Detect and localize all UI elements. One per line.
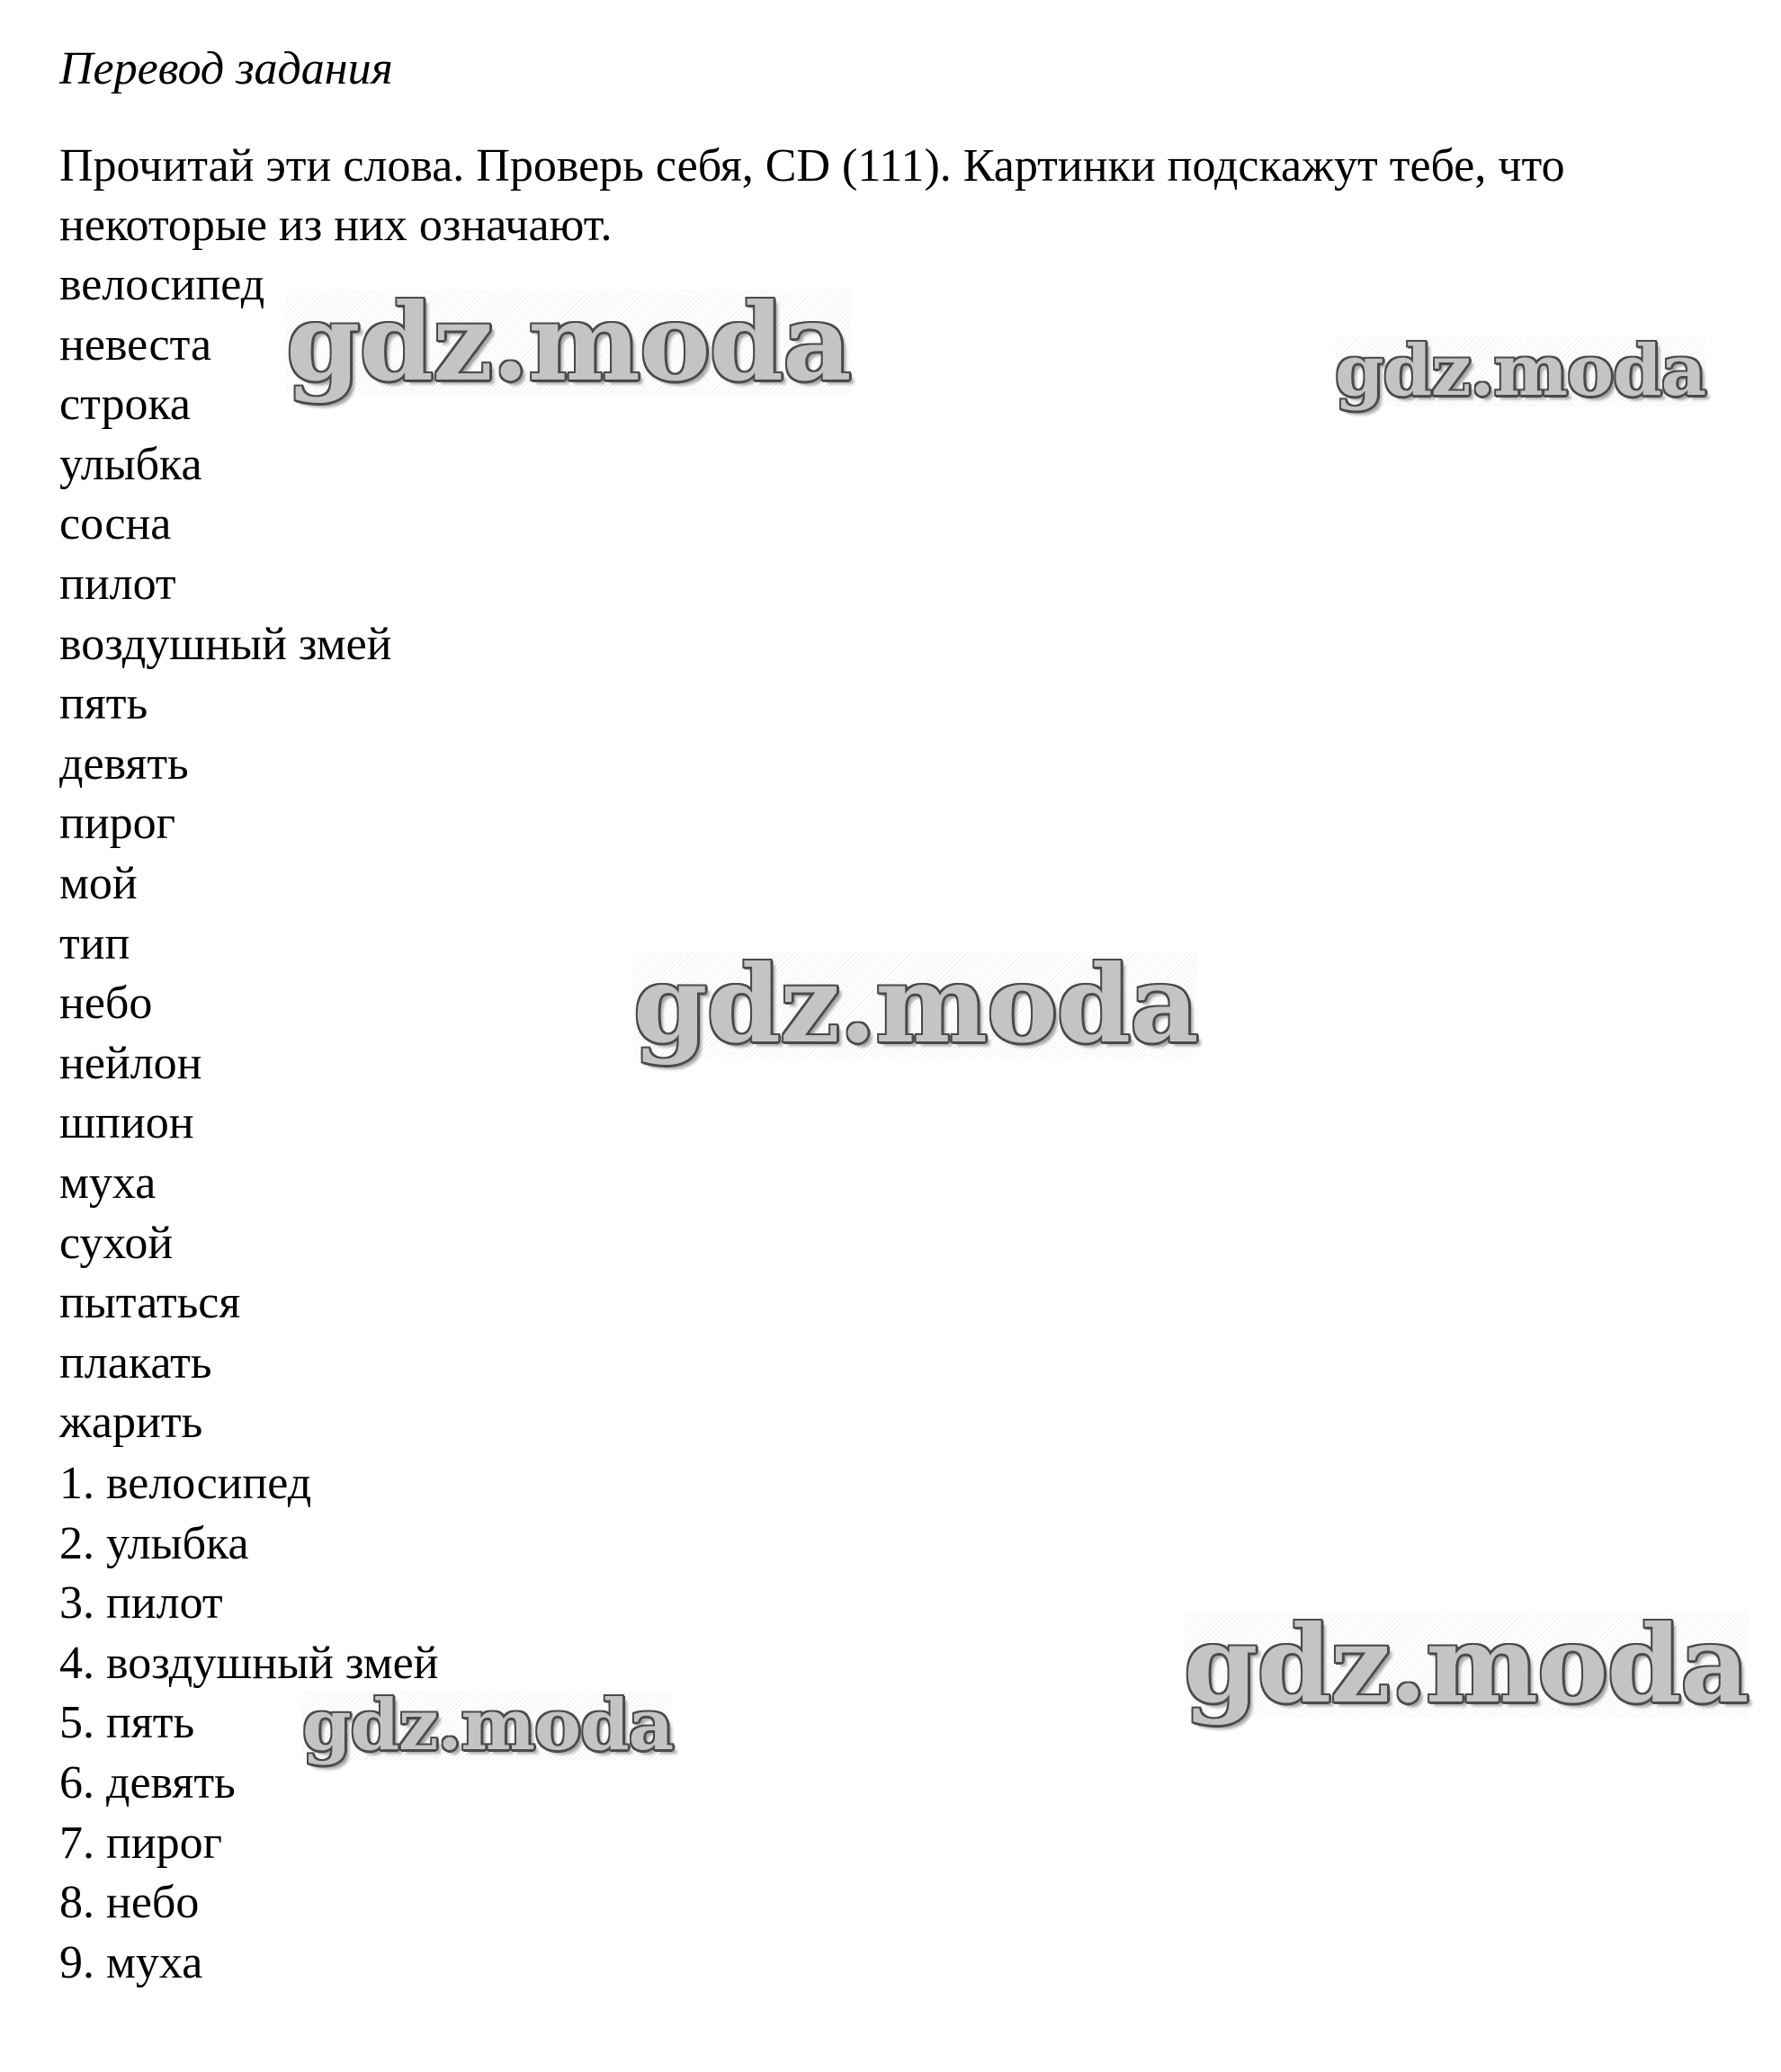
- word-item: муха: [59, 1157, 157, 1209]
- item-number: 4.: [59, 1637, 94, 1689]
- word-item: невеста: [59, 318, 212, 371]
- word-item: плакать: [59, 1336, 212, 1389]
- word-item: сухой: [59, 1217, 174, 1269]
- item-text: пилот: [106, 1577, 223, 1630]
- answer-item: [59, 1754, 439, 1814]
- word-item: сосна: [59, 498, 172, 550]
- item-text: муха: [106, 1936, 203, 1988]
- word-item: пять: [59, 678, 148, 730]
- answer-item: [59, 1514, 439, 1575]
- item-text: улыбка: [106, 1517, 249, 1569]
- word-item: мой: [59, 857, 138, 909]
- answer-item: [59, 1574, 439, 1634]
- word-item: тип: [59, 917, 130, 969]
- word-item: пилот: [59, 558, 176, 610]
- answer-item: [59, 1814, 439, 1874]
- item-number: 1.: [59, 1458, 94, 1509]
- item-text: воздушный змей: [106, 1637, 439, 1689]
- task-instruction: [59, 137, 1750, 255]
- watermark: gdz.moda: [633, 942, 1198, 1067]
- item-number: 8.: [59, 1877, 94, 1929]
- item-text: девять: [106, 1756, 236, 1809]
- item-number: 9.: [59, 1936, 94, 1988]
- word-item: пирог: [59, 798, 175, 850]
- word-item: воздушный змей: [59, 618, 392, 670]
- item-text: пирог: [106, 1817, 222, 1869]
- answer-item: [59, 1873, 439, 1934]
- answer-item: [59, 1634, 439, 1694]
- word-item: велосипед: [59, 259, 265, 310]
- word-item: пытаться: [59, 1277, 241, 1329]
- watermark: gdz.moda: [286, 280, 851, 405]
- item-number: 6.: [59, 1756, 94, 1809]
- word-list: [59, 255, 392, 1453]
- word-item: улыбка: [59, 438, 202, 490]
- watermark: gdz.moda: [302, 1684, 674, 1766]
- item-number: 7.: [59, 1817, 94, 1869]
- item-number: 2.: [59, 1517, 94, 1569]
- document-title: Перевод задания: [59, 43, 393, 94]
- word-item: жарить: [59, 1397, 203, 1449]
- item-text: пять: [106, 1697, 195, 1749]
- word-item: девять: [59, 737, 189, 790]
- instruction-line: некоторые из них означают.: [59, 200, 613, 251]
- answer-item: [59, 1693, 439, 1754]
- answer-item: [59, 1454, 439, 1514]
- instruction-line: Прочитай эти слова. Проверь себя, CD (111). Картинки подскажут тебе, что: [59, 140, 1565, 192]
- watermark: gdz.moda: [1335, 330, 1706, 412]
- item-number: 5.: [59, 1697, 94, 1749]
- item-text: небо: [106, 1877, 200, 1929]
- word-item: шпион: [59, 1097, 194, 1149]
- word-item: небо: [59, 978, 153, 1030]
- watermark: gdz.moda: [1184, 1602, 1749, 1727]
- answer-item: [59, 1934, 439, 1994]
- answer-list: [59, 1454, 439, 1993]
- word-item: нейлон: [59, 1037, 202, 1089]
- item-text: велосипед: [106, 1458, 312, 1509]
- item-number: 3.: [59, 1577, 94, 1630]
- word-item: строка: [59, 379, 191, 431]
